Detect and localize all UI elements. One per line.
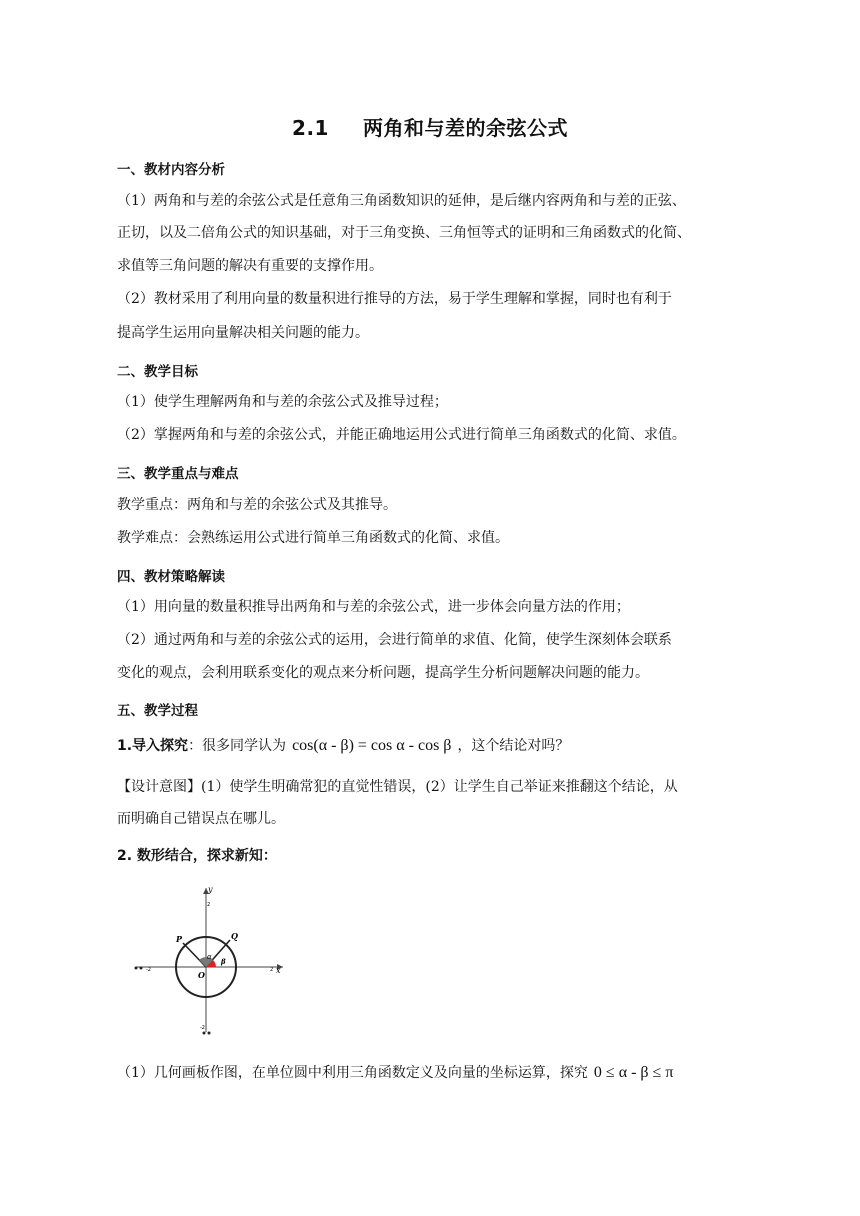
step1-lead: 1.导入探究 (117, 738, 189, 754)
paragraph-line: （1）用向量的数量积推导出两角和与差的余弦公式，进一步体会向量方法的作用； (117, 599, 630, 615)
dot (140, 967, 143, 970)
last-line-text: （1）几何画板作图，在单位圆中利用三角函数定义及向量的坐标运算，探究 (117, 1065, 588, 1081)
section-heading-5: 五、教学过程 (117, 703, 198, 719)
page-title (0, 112, 860, 141)
paragraph-line: （2）掌握两角和与差的余弦公式，并能正确地运用公式进行简单三角函数式的化简、求值。 (117, 427, 686, 443)
point-q-label: Q (231, 931, 238, 941)
beta-label: β (221, 957, 226, 966)
tick-x-pos: 2 (270, 967, 274, 973)
tick-y-pos: 2 (207, 902, 211, 908)
last-line-formula: 0 ≤ α - β ≤ π (593, 1064, 674, 1081)
section-heading-1: 一、教材内容分析 (117, 162, 225, 178)
dot (208, 1032, 211, 1035)
section-heading-3: 三、教学重点与难点 (117, 466, 239, 482)
paragraph-line: 【设计意图】(1）使学生明确常犯的直觉性错误，(2）让学生自己举证来推翻这个结论，从 (117, 779, 678, 795)
paragraph-line: 教学难点：会熟练运用公式进行简单三角函数式的化简、求值。 (117, 530, 509, 546)
title-number: 2.1 (292, 116, 329, 140)
paragraph-line: （2）通过两角和与差的余弦公式的运用，会进行简单的求值、化简，使学生深刻体会联系 (117, 632, 672, 648)
title-text: 两角和与差的余弦公式 (362, 116, 568, 140)
tick-x-neg: -2 (146, 967, 151, 973)
step1-formula: cos(α - β) = cos α - cos β (292, 737, 452, 754)
unit-circle-figure (128, 882, 288, 1042)
paragraph-line: （1）两角和与差的余弦公式是任意角三角函数知识的延伸，是后继内容两角和与差的正弦、 (117, 193, 686, 209)
paragraph-line: （2）教材采用了利用向量的数量积进行推导的方法，易于学生理解和掌握，同时也有利于 (117, 291, 672, 307)
step1-text: ：很多同学认为 (188, 738, 287, 754)
paragraph-line: 正切，以及二倍角公式的知识基础，对于三角变换、三角恒等式的证明和三角函数式的化简、 (117, 225, 691, 241)
dot (135, 967, 138, 970)
step2-lead: 2. 数形结合，探求新知： (117, 848, 277, 864)
origin-label: O (198, 970, 205, 980)
paragraph-line: 提高学生运用向量解决相关问题的能力。 (117, 325, 369, 341)
exploration-line (117, 1057, 737, 1089)
paragraph-line: 求值等三角问题的解决有重要的支撑作用。 (117, 258, 383, 274)
alpha-label: α (207, 953, 212, 961)
intro-question-line (117, 730, 737, 762)
section-heading-2: 二、教学目标 (117, 364, 198, 380)
paragraph-line: 而明确自己错误点在哪儿。 (117, 811, 285, 827)
paragraph-line: 教学重点：两角和与差的余弦公式及其推导。 (117, 497, 397, 513)
section-heading-4: 四、教材策略解读 (117, 569, 225, 585)
y-axis-label: y (208, 885, 213, 894)
paragraph-line: 变化的观点，会利用联系变化的观点来分析问题，提高学生分析问题解决问题的能力。 (117, 665, 649, 681)
tick-y-neg: -2 (200, 1025, 205, 1031)
dot (203, 1032, 206, 1035)
step1-after: ，这个结论对吗？ (457, 738, 570, 754)
paragraph-line: （1）使学生理解两角和与差的余弦公式及推导过程； (117, 394, 448, 410)
point-p-label: P (176, 934, 183, 944)
x-axis-label: x (276, 966, 281, 975)
